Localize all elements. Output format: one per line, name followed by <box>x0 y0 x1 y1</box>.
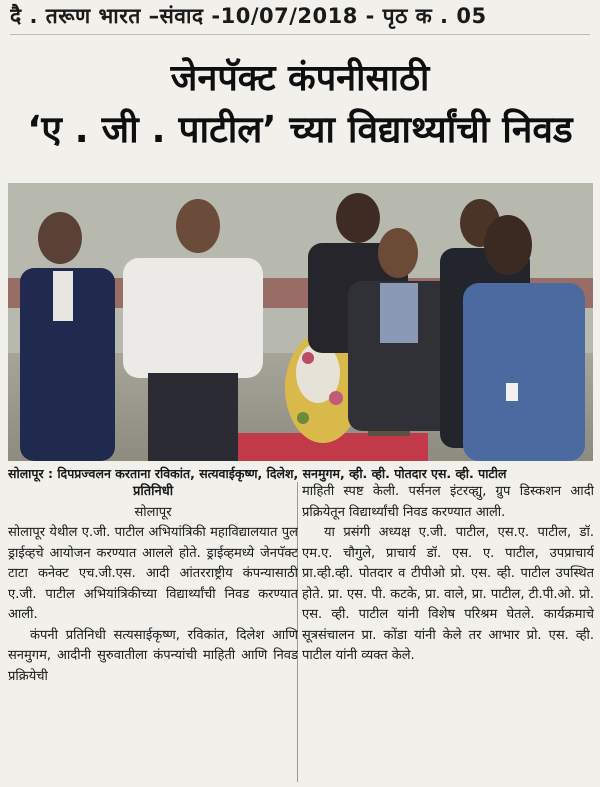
article-paragraph-1: सोलापूर येथील ए.जी. पाटील अभियांत्रिकी महाविद्यालयात पुल ड्राईव्हचे आयोजन करण्यात आलले होते. ड्राईव्हमध्ये जेनपॅक्ट टाटा कनेक्ट एच.जी.एस. आदी आंतरराष्ट्रीय कंपन्यासाठी ए.जी. पाटील अभियांत्रिकीच्या विद्यार्थ्यांची निवड करण्यात आली. <box>8 525 298 622</box>
article-paragraph-4: या प्रसंगी अध्यक्ष ए.जी. पाटील, एस.ए. पाटील, डॉ. एम.ए. चौगुले, प्राचार्य डॉ. एस. ए. पाटील, उपप्राचार्य प्रा.व्ही.व्ही. पोतदार व टीपीओ प्रो. एस. व्ही. पाटील उपस्थित होते. प्रा. एस. पी. कटके, प्रा. वाले, प्रा. पाटील, टी.पी.ओ. प्रो. एस. व्ही. पाटील यांनी विशेष परिश्रम घेतले. कार्यक्रमाचे सूत्रसंचालन प्रा. कोंडा यांनी केले तर आभार प्रो. एस. व्ही. पाटील यांनी व्यक्त केले. <box>302 525 594 663</box>
article-column-right <box>302 482 594 785</box>
article-column-left <box>8 482 298 785</box>
newspaper-masthead: दै . तरूण भारत –संवाद -10/07/2018 - पृठ क . 05 <box>10 2 590 35</box>
headline-line-1: जेनपॅक्ट कंपनीसाठी <box>170 58 430 99</box>
photo-illustration <box>8 183 593 461</box>
article-dateline: सोलापूर <box>134 504 172 520</box>
news-photo <box>8 183 593 461</box>
article-paragraph-2: कंपनी प्रतिनिधी सत्यसाईकृष्ण, रविकांत, दिलेश आणि सनमुगम, आदीनी सुरुवातीला कंपन्यांची माहिती आणि निवड प्रक्रियेची <box>8 627 298 684</box>
headline-line-2: ‘ए . जी . पाटील’ च्या विद्यार्थ्यांची निवड <box>27 108 573 151</box>
article-byline: प्रतिनिधी <box>132 484 174 499</box>
article-paragraph-3: माहिती स्पष्ट केली. पर्सनल इंटरव्ह्यु, ग्रुप डिस्कशन आदी प्रक्रियेतून विद्यार्थ्यांची निवड करण्यात आली. <box>302 484 594 520</box>
photo-caption: सोलापूर : दिपप्रज्वलन करताना रविकांत, सत्यवाईकृष्ण, दिलेश, सनमुगम, व्ही. व्ही. पोतदार एस. व्ही. पाटील <box>8 466 507 481</box>
